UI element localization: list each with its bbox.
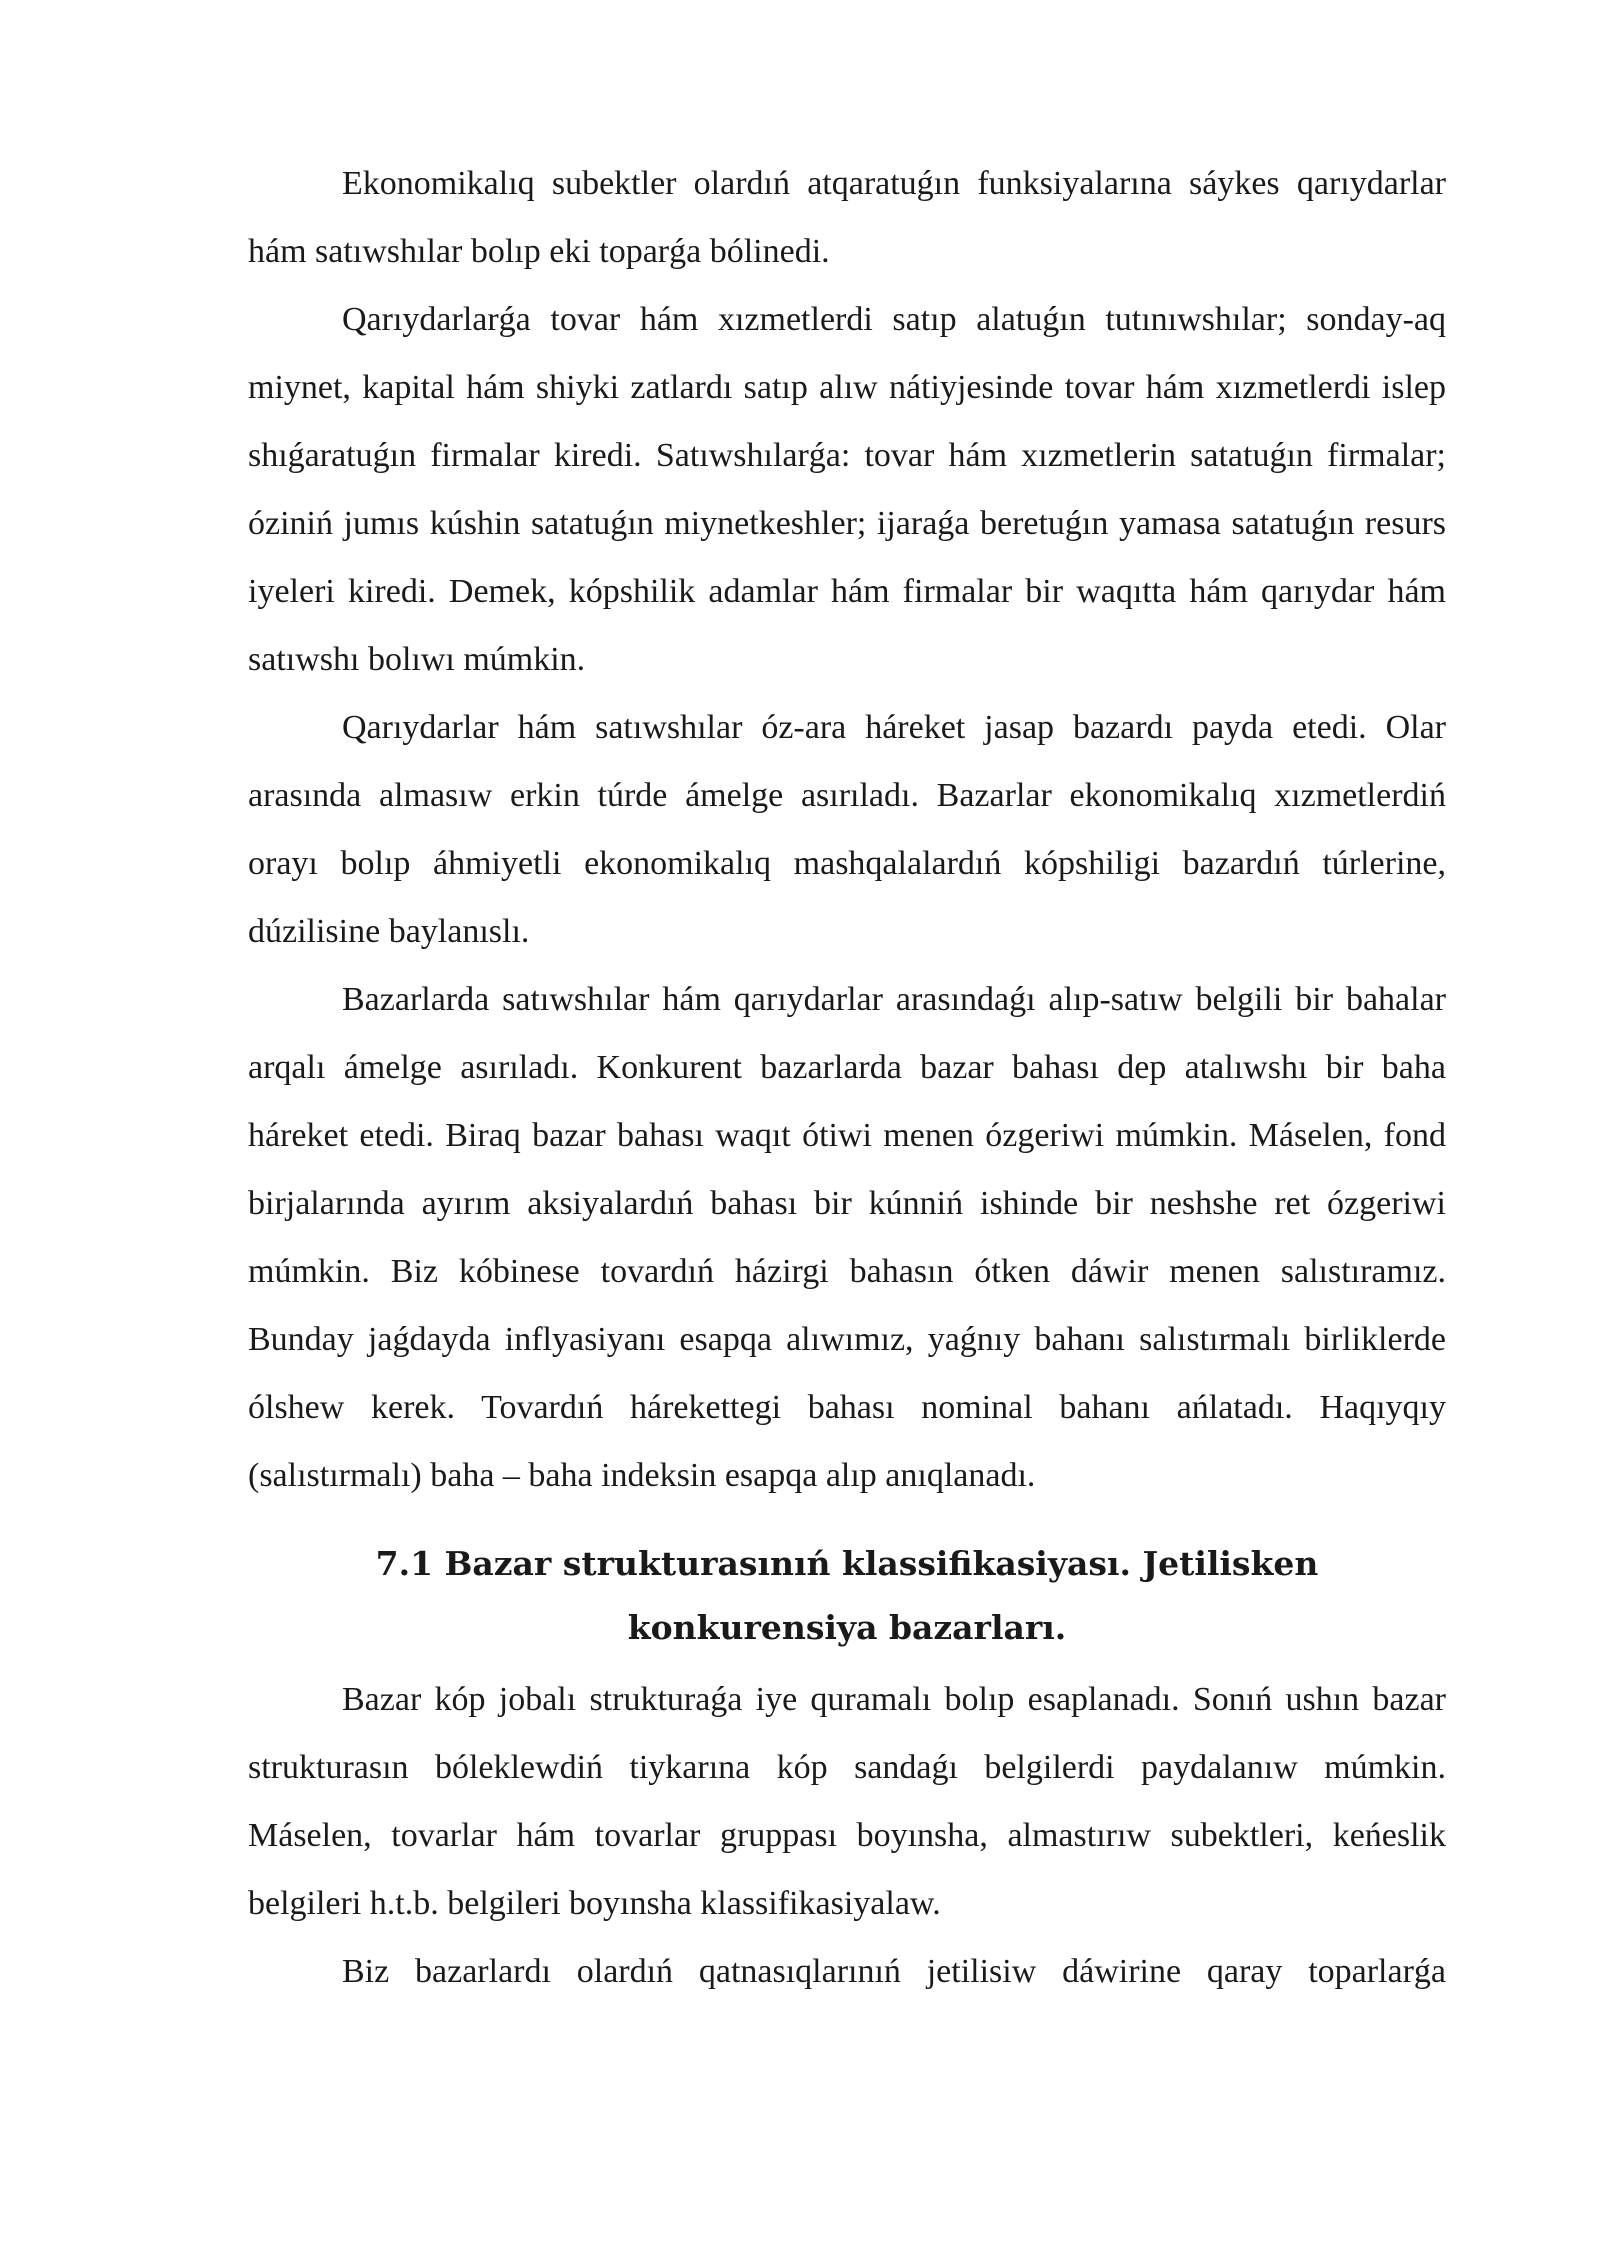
section-heading: 7.1 Bazar strukturasınıń klassifikasiyası. Jetilisken konkurensiya bazarları. [375,1544,1319,1647]
document-body [248,150,1446,2006]
paragraph-subjects: Ekonomikalıq subektler olardıń atqaratuǵın funksiyalarına sáykes qarıydarlar hám satıwshılar bolıp eki toparǵa bólinedi. [248,165,1446,270]
paragraph-market-structure: Bazar kóp jobalı strukturaǵa iye quramalı bolıp esaplanadı. Sonıń ushın bazar strukturasın bóleklewdiń tiykarına kóp sandaǵı belgilerdi paydalanıw múmkin. Máselen, tovarlar hám tovarlar gruppası boyınsha, almastırıw subektleri, keńeslik belgileri h.t.b. belgileri boyınsha klassifikasiyalaw. [248,1681,1446,1922]
paragraph-buyers-sellers: Qarıydarlarǵa tovar hám xızmetlerdi satıp alatuǵın tutınıwshılar; sonday-aq miynet, kapital hám shiyki zatlardı satıp alıw nátiyjesinde tovar hám xızmetlerdi islep shıǵaratuǵın firmalar kiredi. Satıwshılarǵa: tovar hám xızmetlerin satatuǵın firmalar; óziniń jumıs kúshin satatuǵın miynetkeshler; ijaraǵa beretuǵın yamasa satatuǵın resurs iyeleri kiredi. Demek, kópshilik adamlar hám firmalar bir waqıtta hám qarıydar hám satıwshı bolıwı múmkin. [248,301,1446,678]
paragraph-prices: Bazarlarda satıwshılar hám qarıydarlar arasındaǵı alıp-satıw belgili bir bahalar arqalı ámelge asırıladı. Konkurent bazarlarda bazar bahası dep atalıwshı bir baha háreket etedi. Biraq bazar bahası waqıt ótiwi menen ózgeriwi múmkin. Máselen, fond birjalarında ayırım aksiyalardıń bahası bir kúnniń ishinde bir neshshe ret ózgeriwi múmkin. Biz kóbinese tovardıń házirgi bahasın ótken dáwir menen salıstıramız. Bunday jaǵdayda inflyasiyanı esapqa alıwımız, yaǵnıy bahanı salıstırmalı birliklerde ólshew kerek. Tovardıń hárekettegi bahası nominal bahanı ańlatadı. Haqıyqıy (salıstırmalı) baha – baha indeksin esapqa alıp anıqlanadı. [248,981,1446,1494]
paragraph-market-formation: Qarıydarlar hám satıwshılar óz-ara háreket jasap bazardı payda etedi. Olar arasında almasıw erkin túrde ámelge asırıladı. Bazarlar ekonomikalıq xızmetlerdiń orayı bolıp áhmiyetli ekonomikalıq mashqalalardıń kópshiligi bazardıń túrlerine, dúzilisine baylanıslı. [248,709,1446,950]
paragraph-market-grouping: Biz bazarlardı olardıń qatnasıqlarınıń jetilisiw dáwirine qaray toparlarǵa [342,1953,1446,1990]
